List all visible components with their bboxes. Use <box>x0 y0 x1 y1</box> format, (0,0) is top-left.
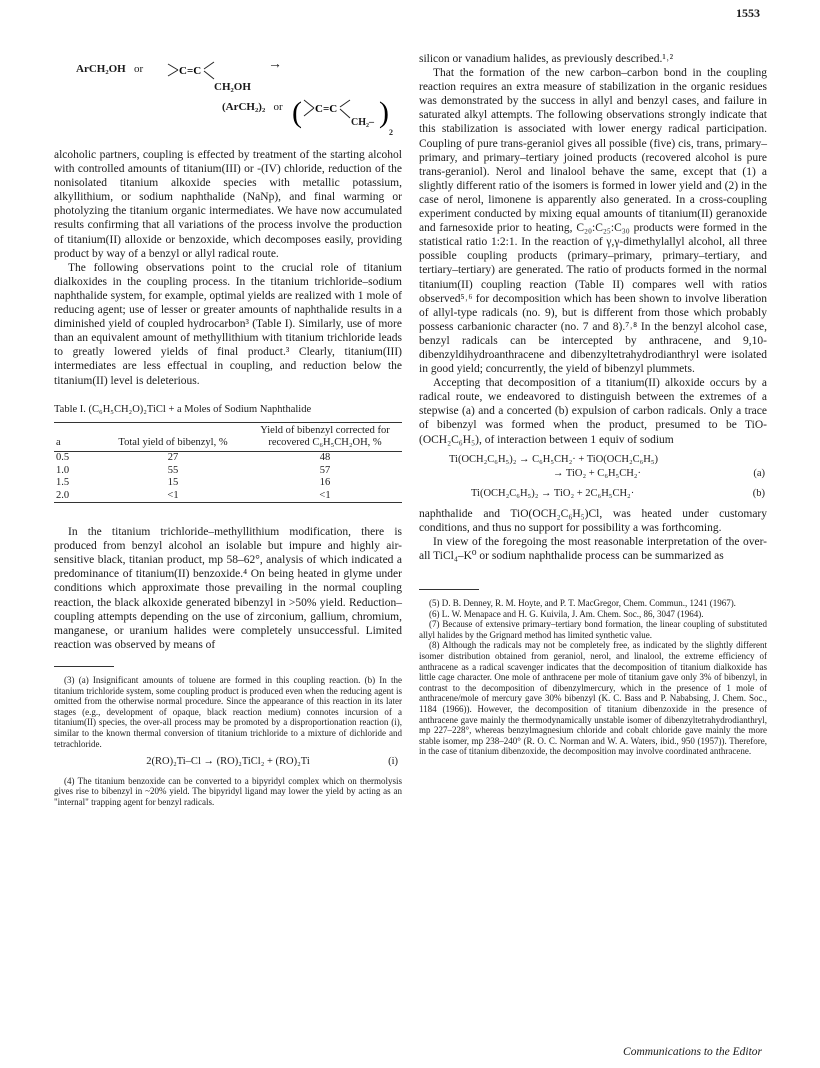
reaction-scheme <box>54 52 402 148</box>
right-column <box>419 52 767 757</box>
right-paragraph-1: silicon or vanadium halides, as previously described.¹˒² <box>419 53 674 65</box>
left-paragraph-3: In the titanium trichloride–methyllithium modification, there is produced from benzyl alcohol an isolable but impure and highly air-sensitive black, titanian product, mp 58–62°, analysis of which indicated a predominance of titanium(II) benzoxide.⁴ On being heated in glyme under conditions which approximate those prevailing in the normal coupling reaction, the black alkoxide generated bibenzyl in >50% yield. Reduction–coupling attempts depending on the use of zirconium, gallium, chromium, manganese, or uranium halides were completely unsuccessful. Limited reaction was observed by means of <box>54 526 402 651</box>
footnote-4: (4) The titanium benzoxide can be converted to a bipyridyl complex which on thermolysis gives rise to bibenzyl in ~20% yield. The bipyridyl ligand may lower the yield by acting as an "internal" trapping agent for benzyl radicals. <box>54 775 402 807</box>
footnote-rule-right <box>419 589 479 590</box>
cell: 27 <box>167 452 179 464</box>
right-paragraph-3: Accepting that decomposition of a titanium(II) alkoxide occurs by a radical route, we endeavored to distinguish between the extremes of a stepwise (a) and a concerted (b) expulsion of carbon radicals. Only a trace of bibenzyl was formed when the product, presumed to be TiO-(OCH₂C₆H₅), of interaction between 1 equiv of sodium <box>419 377 767 446</box>
reaction-arrow: → <box>268 57 282 72</box>
footer-section: Communications to the Editor <box>623 1046 762 1058</box>
col-header-total: Total yield of bibenzyl, % <box>98 423 248 452</box>
cell: 48 <box>319 452 331 464</box>
reaction-b-tag: (b) <box>752 487 765 499</box>
cell: 1.0 <box>56 464 70 476</box>
col-header-a: a <box>54 423 98 452</box>
right-paragraph-5: In view of the foregoing the most reasonable interpretation of the over-all TiCl₄–K⁰ or sodium naphthalide process can be summarized as <box>419 535 767 562</box>
left-paragraph-1: alcoholic partners, coupling is effected by treatment of the starting alcohol with controlled amounts of titanium(III) or -(IV) chloride, reduction of the nonisolated titanium alkoxide species with metallic potassium, alkyllithium, or sodium naphthalide (NaNp), and final warming or photolyzing the titanium organic intermediates. We have now accumulated results confirming that all variations of the process involve the production of titanium(II) alloxide or benzoxide, which decomposes easily, providing product by way of a benzyl or allyl radical route. <box>54 149 402 260</box>
cell: 1.5 <box>56 477 70 489</box>
right-paragraph-2: That the formation of the new carbon–carbon bond in the coupling reaction requires an extra measure of stabilization in the organic residues was demonstrated by the success in allyl and benzyl cases, and failure in saturated alkyl attempts. The following observations strongly indicate that this stabilization is associated with lower energy radical participation. Coupling of pure trans-geraniol gives all possible (five) cis, trans, primary–primary, and primary–tertiary joined products (recovered alcohol is pure trans-geraniol). Nerol and linalool behave the same, except that (1) a slightly different ratio of the isomers is formed in lower yield and (2) in the case of nerol, limonene is apparently also generated. In a cross-coupling experiment conducted by mixing equal amounts of titanium(II) geranoxide and farnesoxide prior to heating, C₂₀:C₂₅:C₃₀ products were formed in the statistical ratio 1:2:1. In the reaction of γ,γ-dimethylallyl alcohol, all three possible coupling products (primary–primary, primary–tertiary, and tertiary–tertiary) are generated. The ratio of products formed in the normal titanium(II) coupling reaction (Table II) compares well with ratios observed⁵˒⁶ for decomposition which has been shown to involve liberation of allyl-type radicals (no. 9), but is different from those which probably possess carbanionic character (no. 7 and 8).⁷˒⁸ In the benzyl alcohol case, benzyl radicals can be intercepted by anthracene, and 9,10-dibenzyldihydroanthracene and dibenzyltetrahydrodianthryl were isolated in good yield; concurrently, the yield of bibenzyl plummets. <box>419 67 767 376</box>
footnote-3: (3) (a) Insignificant amounts of toluene are formed in this coupling reaction. (b) In the titanium trichloride system, some coupling product is produced even when the reducing agent is omitted from the otherwise normal procedure. Since the appearance of this reaction in its later stages (e.g., development of opaque, black reaction medium) connotes incursion of a titanium(II) species, the over-all process may be promoted by a disproportionation reaction (i), similar to the known thermal conversion of titanium trichloride to a mixture of dichloride and tetrachloride. <box>54 674 402 749</box>
cell: 0.5 <box>56 452 70 464</box>
cell: 57 <box>319 464 331 476</box>
cell: <1 <box>248 490 402 503</box>
cell: 15 <box>167 477 179 489</box>
table-row <box>54 452 402 465</box>
page-number: 1553 <box>736 6 760 20</box>
reaction-b-line: Ti(OCH₂C₆H₅)₂ → TiO₂ + 2C₆H₅CH₂· (b) <box>471 487 765 499</box>
subscript-2: 2 <box>389 128 393 137</box>
table-row <box>54 465 402 478</box>
footnote-rule <box>54 666 114 667</box>
cell: <1 <box>98 490 248 503</box>
svg-text:(: ( <box>292 96 302 129</box>
cell: 16 <box>319 477 331 489</box>
reaction-equations <box>419 453 767 501</box>
cell: 55 <box>167 464 179 476</box>
reaction-a-line-2: → TiO₂ + C₆H₅CH₂· (a) <box>553 467 765 479</box>
reactant-text: ArCH₂OH or <box>76 63 144 75</box>
footnote-8: (8) Although the radicals may not be completely free, as indicated by the slightly different isomer distribution obtained from geraniol, nerol, and linalool, the extreme efficiency of anthracene as a radical scavenger indicates that the decomposition of titanium dialkoxide has little cage character. One mole of anthracene per mole of titanium gave only 3% of bibenzyl, in contrast to the decomposition of dibenzylmercury, which in the presence of 1 mole of anthracene/mole of mercury gave 30% bibenzyl (K. C. Bass and P. Nababsing, J. Chem. Soc., 1184 (1966)). However, the decomposition of titanium dibenzoxide in the presence of anthracene gave mainly the thermodynamically unstable isomer of dibenzyltetrahydrodianthryl, mp 227–228°, whereas benzylmagnesium chloride and cobalt chloride gave mainly the more stable isomer, mp 238–240° (R. O. C. Norman and W. A. Waters, ibid., 950 (1957)). Therefore, in the case of titanium dibenzoxide, the decomposition may involve coordinated anthracene. <box>419 640 767 757</box>
footnote-5: (5) D. B. Denney, R. M. Hoyte, and P. T. MacGregor, Chem. Commun., 1241 (1967). <box>429 598 736 608</box>
left-column <box>54 52 402 807</box>
equation-i-text: 2(RO)₂Ti–Cl → (RO)₂TiCl₂ + (RO)₂Ti <box>146 756 310 768</box>
cell: 2.0 <box>54 490 98 503</box>
reaction-a-line-1: Ti(OCH₂C₆H₅)₂ → C₆H₅CH₂· + TiO(OCH₂C₆H₅) <box>449 453 659 465</box>
footnote-7: (7) Because of extensive primary–tertiary bond formation, the linear coupling of substituted allyl halides by the Grignard method has limited synthetic value. <box>419 619 767 640</box>
ch2oh-label: CH₂OH <box>214 81 251 93</box>
left-paragraph-2: The following observations point to the crucial role of titanium dialkoxides in the coupling process. In the titanium trichloride–sodium naphthalide system, for example, optimal yields are realized with 1 mole of reducing agent; use of lesser or greater amounts of naphthalide results in a diminished yield of coupled hydrocarbon³ (Table I). Similarly, use of more than an equivalent amount of methyllithium with titanium trichloride leads to greatly lowered yields of final product.³ Clearly, titanium(III) intermediates are less effectual in coupling, and reduction below the titanium(II) level is deleterious. <box>54 261 402 387</box>
product-text: (ArCH₂)₂ or <box>222 101 283 113</box>
table-row <box>54 477 402 490</box>
footnote-6: (6) L. W. Menapace and H. G. Kuivila, J. Am. Chem. Soc., 86, 3047 (1964). <box>429 608 704 619</box>
table-i <box>54 422 402 503</box>
col-header-corrected: Yield of bibenzyl corrected for recovered C₆H₅CH₂OH, % <box>248 423 402 452</box>
reaction-a-tag: (a) <box>753 467 765 479</box>
footnotes-right <box>419 598 767 757</box>
footnotes-left <box>54 675 402 808</box>
svg-text:C=C: C=C <box>315 103 338 115</box>
equation-i-tag: (i) <box>388 756 398 768</box>
ch2-label: CH₂– <box>351 117 374 128</box>
right-paragraph-4: naphthalide and TiO(OCH₂C₆H₅)Cl, was heated under customary conditions, and thus no support for possibility a was forthcoming. <box>419 507 767 534</box>
table-title: Table I. (C₆H₅CH₂O)₂TiCl + a Moles of Sodium Naphthalide <box>54 403 312 415</box>
table-row <box>54 490 402 503</box>
svg-text:): ) <box>379 96 389 129</box>
equation-i <box>54 757 402 768</box>
svg-text:C=C: C=C <box>179 65 202 77</box>
